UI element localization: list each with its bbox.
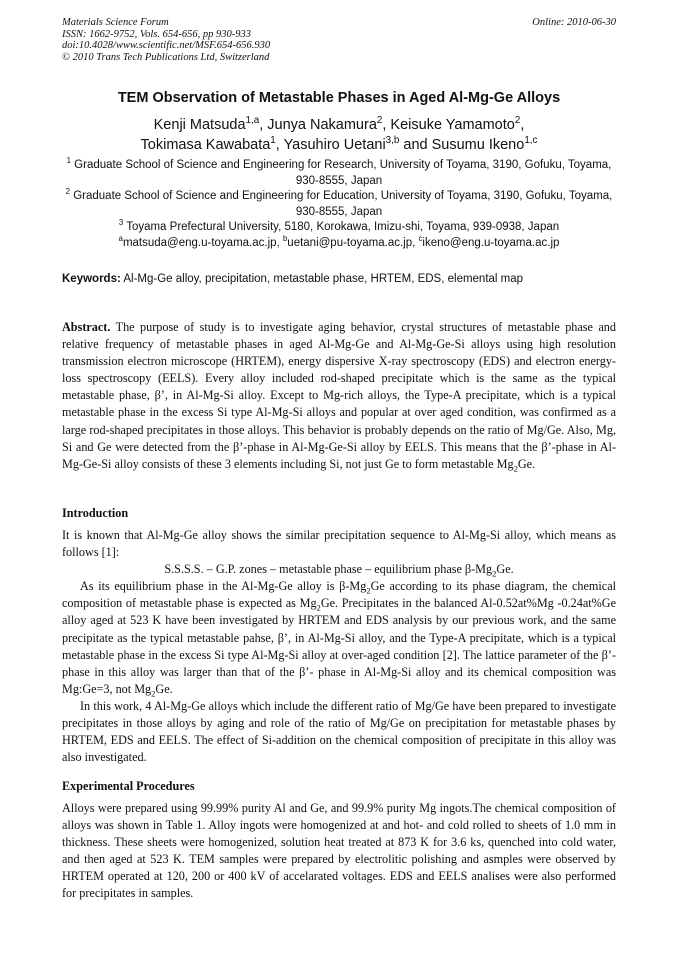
- affiliation-number: 1: [66, 156, 71, 166]
- abstract-text: The purpose of study is to investigate aging behavior, crystal structures of metastable phase and relative frequency of metastable phases in aged Al-Mg-Ge and Al-Mg-Ge-Si alloys using high resolution transmission electron microscope (HRTEM), energy dispersive X-ray spectroscopy (EDS) and electron energy-loss spectroscopy (EELS). Every alloy included rod-shaped precipitate which is the same as the typical metastable phase, β’, in Al-Mg-Si alloy. Except to Mg-rich alloys, the Type-A precipitate, which is a typical metastable phase in the excess Si type Al-Mg-Si alloys and popular at over aged condition, was confirmed as a large rod-shaped precipitates in those alloys. This behavior is probably depends on the ratio of Mg/Ge. Also, Mg, Si and Ge were detected from the β’-phase in Al-Mg-Ge-Si alloy by EELS. This means that the β’-phase in Al-Mg-Ge-Si alloy consists of these 3 elements including Si, not just Ge to form metastable Mg: [62, 320, 616, 471]
- author-sup: 2: [514, 115, 521, 127]
- sequence-tail: Ge.: [496, 562, 514, 577]
- email-link[interactable]: ikeno@eng.u-toyama.ac.jp: [422, 237, 560, 249]
- email-link[interactable]: matsuda@eng.u-toyama.ac.jp,: [122, 237, 283, 249]
- keywords: [62, 273, 616, 285]
- email-sup: a: [118, 234, 123, 244]
- author-sup: 3,b: [385, 135, 400, 147]
- intro-paragraph-3: In this work, 4 Al-Mg-Ge alloys which include the different ratio of Mg/Ge have been prepared to investigate precipitates in those alloys by aging and role of the ratio of Mg/Ge on precipitation for metastable phases by HRTEM, EDS and EELS. The effect of Si-addition on the chemical composition of precipitate in this alloy was also investigated.: [62, 698, 616, 765]
- affiliation-text: Toyama Prefectural University, 5180, Korokawa, Imizu-shi, Toyama, 939-0938, Japan: [123, 221, 560, 233]
- affiliation-3: [62, 219, 616, 235]
- author-name: , Keisuke Yamamoto: [382, 117, 515, 133]
- intro-paragraph-2: [62, 578, 616, 698]
- author-sup: 1,c: [524, 135, 538, 147]
- subscript: 2: [316, 602, 321, 613]
- abstract-tail: Ge.: [517, 456, 536, 471]
- journal-name: Materials Science Forum: [62, 17, 169, 28]
- author-line-1: [40, 115, 638, 135]
- email-line: [62, 234, 616, 249]
- affiliation-number: 3: [118, 218, 124, 228]
- email-sup: c: [418, 234, 423, 244]
- experimental-paragraph: Alloys were prepared using 99.99% purity Al and Ge, and 99.9% purity Mg ingots.The chemical composition of alloys was shown in Table 1. Alloy ingots were homogenized at and hot- and cold rolled to sheets of 1.0 mm in thickness. These sheets were homogenized, solution heat treated at 873 K for 3.6 ks, quenched into cold water, and then aged at 523 K. TEM samples were prepared by electrolitic polishing and asmples were observed by HRTEM operated at 120, 200 or 400 kV of accelarated voltages. EDS and EELS analises were also performed for precipitates in samples.: [62, 801, 616, 901]
- subscript: 2: [151, 688, 156, 699]
- online-date: Online: 2010-06-30: [532, 17, 616, 28]
- text-run: Ge.: [155, 681, 173, 696]
- intro-paragraph-1: It is known that Al-Mg-Ge alloy shows the similar precipitation sequence to Al-Mg-Si alloy, which means as follows [1]:: [62, 528, 616, 560]
- subscript: 2: [513, 463, 518, 474]
- text-run: Ge. Precipitates in the balanced Al-0.52at%Mg -0.24at%Ge alloy aged at 523 K have been investigated by HRTEM and EDS analysis by our previous work, and the same precipitate as the typical metastable pahse, β’, in Al-Mg-Si alloy, and the Type-A precipitate, which is a typical metastable phase in the excess Si type Al-Mg-Si alloy at over-aged condition [2]. The lattice parameter of the β’- phase in this alloy was larger than that of the β’- phase in Al-Mg-Si alloy and its chemical composition was Mg:Ge=3, not Mg: [62, 596, 616, 696]
- section-heading-introduction: Introduction: [62, 506, 129, 520]
- author-sup: 1,a: [245, 115, 260, 127]
- author-name: Tokimasa Kawabata: [140, 137, 271, 153]
- introduction-body: [62, 527, 616, 766]
- author-name: , Junya Nakamura: [259, 117, 377, 133]
- author-name: , Yasuhiro Uetani: [275, 137, 386, 153]
- author-sup: 2: [376, 115, 383, 127]
- text-run: Ge according to its phase diagram, the chemical composition of metastable phase is expected as Mg: [62, 579, 616, 611]
- affiliation-1: [62, 157, 616, 189]
- author-name: Kenji Matsuda: [153, 117, 246, 133]
- doi-line: doi:10.4028/www.scientific.net/MSF.654-656.930: [62, 40, 271, 51]
- sequence-text: S.S.S.S. – G.P. zones – metastable phase – equilibrium phase β-Mg: [164, 562, 493, 577]
- author-name: and Susumu Ikeno: [399, 137, 525, 153]
- author-sep: ,: [520, 117, 525, 133]
- affiliation-text: Graduate School of Science and Engineering for Research, University of Toyama, 3190, Gofuku, Toyama, 930-8555, Japan: [70, 159, 612, 187]
- author-list: [40, 115, 638, 155]
- subscript: 2: [366, 585, 371, 596]
- email-sup: b: [282, 234, 288, 244]
- issn-line: ISSN: 1662-9752, Vols. 654-656, pp 930-933: [62, 28, 251, 40]
- text-run: As its equilibrium phase in the Al-Mg-Ge alloy is β-Mg: [80, 579, 367, 594]
- journal-header: [62, 17, 616, 63]
- affiliation-number: 2: [65, 187, 71, 197]
- precipitation-sequence: [62, 561, 616, 578]
- author-line-2: [40, 135, 638, 155]
- abstract-label: Abstract.: [62, 320, 111, 334]
- subscript: 2: [492, 568, 497, 579]
- copyright-line: © 2010 Trans Tech Publications Ltd, Switzerland: [62, 51, 270, 63]
- keywords-text: Al-Mg-Ge alloy, precipitation, metastable phase, HRTEM, EDS, elemental map: [120, 273, 524, 285]
- author-sup: 1: [270, 135, 276, 147]
- email-link[interactable]: uetani@pu-toyama.ac.jp,: [287, 237, 419, 249]
- section-heading-experimental: Experimental Procedures: [62, 779, 195, 793]
- affiliation-2: [62, 188, 616, 220]
- paper-title: TEM Observation of Metastable Phases in Aged Al-Mg-Ge Alloys: [117, 90, 561, 106]
- abstract: [62, 319, 616, 473]
- keywords-label: Keywords:: [62, 273, 121, 285]
- affiliation-text: Graduate School of Science and Engineering for Education, University of Toyama, 3190, Gofuku, Toyama, 930-8555, Japan: [70, 190, 613, 218]
